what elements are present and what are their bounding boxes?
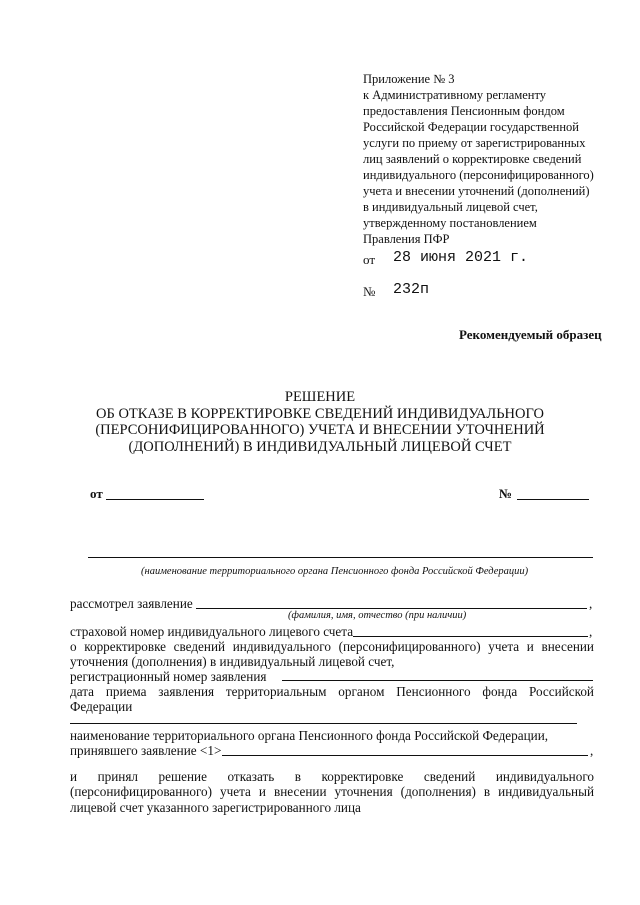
appendix-line: к Административному регламенту [363, 88, 547, 102]
appendix-line: Приложение № 3 [363, 72, 455, 86]
territorial-organ-caption: (наименование территориального органа Пенсионного фонда Российской Федерации) [141, 566, 529, 577]
appendix-block [363, 71, 594, 247]
correction-line: о корректировке сведений индивидуального (персонифицированного) учета и внесении [70, 639, 594, 654]
appendix-line: утвержденному постановлением [363, 216, 537, 230]
number-field [517, 499, 589, 500]
title-line: (ДОПОЛНЕНИЙ) В ИНДИВИДУАЛЬНЫЙ ЛИЦЕВОЙ СЧЕТ [128, 438, 512, 455]
reviewed-label: рассмотрел заявление [70, 596, 193, 611]
territorial-organ-field [88, 557, 593, 558]
appendix-line: учета и внесении уточнений (дополнений) [363, 184, 590, 198]
organ-name-label: наименование территориального органа Пенсионного фонда Российской Федерации, [70, 728, 549, 743]
correction-line: уточнения (дополнения) в индивидуальный лицевой счет, [70, 654, 395, 669]
accepted-by-field [222, 755, 588, 756]
from-date-field [106, 499, 204, 500]
title-line: ОБ ОТКАЗЕ В КОРРЕКТИРОВКЕ СВЕДЕНИЙ ИНДИВИДУАЛЬНОГО [96, 405, 544, 422]
title-line: РЕШЕНИЕ [284, 389, 356, 405]
accepted-by-label: принявшего заявление <1> [70, 743, 222, 758]
insurance-number-label: страховой номер индивидуального лицевого счета [70, 624, 354, 639]
decision-line: лицевой счет указанного зарегистрированного лица [70, 800, 361, 815]
registration-number-field [282, 680, 593, 681]
appendix-number-prefix: № [363, 284, 376, 299]
appendix-line: индивидуального (персонифицированного) [363, 168, 594, 182]
title-line: (ПЕРСОНИФИЦИРОВАННОГО) УЧЕТА И ВНЕСЕНИИ УТОЧНЕНИЙ [95, 422, 545, 438]
reviewed-comma: , [589, 596, 593, 611]
fio-caption: (фамилия, имя, отчество (при наличии) [288, 610, 467, 621]
appendix-date-value: 28 июня 2021 г. [393, 249, 529, 266]
number-label: № [499, 486, 513, 501]
acceptance-date-line: Федерации [70, 699, 133, 714]
registration-number-label: регистрационный номер заявления [70, 669, 267, 684]
appendix-date-prefix: от [363, 252, 376, 267]
decision-line: и принял решение отказать в корректировке сведений индивидуального [70, 769, 594, 784]
from-label: от [90, 486, 103, 501]
accepted-by-comma: , [590, 743, 594, 758]
appendix-line: Российской Федерации государственной [363, 120, 579, 134]
decision-line: (персонифицированного) учета и внесении уточнения (дополнения) в индивидуальный [70, 784, 594, 799]
appendix-line: в индивидуальный лицевой счет, [363, 200, 538, 214]
acceptance-date-line: дата приема заявления территориальным органом Пенсионного фонда Российской [70, 684, 594, 699]
appendix-line: лиц заявлений о корректировке сведений [363, 152, 582, 166]
insurance-number-comma: , [589, 624, 593, 639]
recommended-sample-label: Рекомендуемый образец [459, 327, 602, 342]
insurance-number-field [353, 636, 588, 637]
appendix-line: Правления ПФР [363, 232, 450, 246]
appendix-line: предоставления Пенсионным фондом [363, 104, 565, 118]
appendix-line: услуги по приему от зарегистрированных [363, 136, 586, 150]
document-title [80, 389, 560, 455]
applicant-name-field [196, 608, 587, 609]
acceptance-date-field [70, 723, 577, 724]
appendix-number-value: 232п [393, 281, 430, 298]
